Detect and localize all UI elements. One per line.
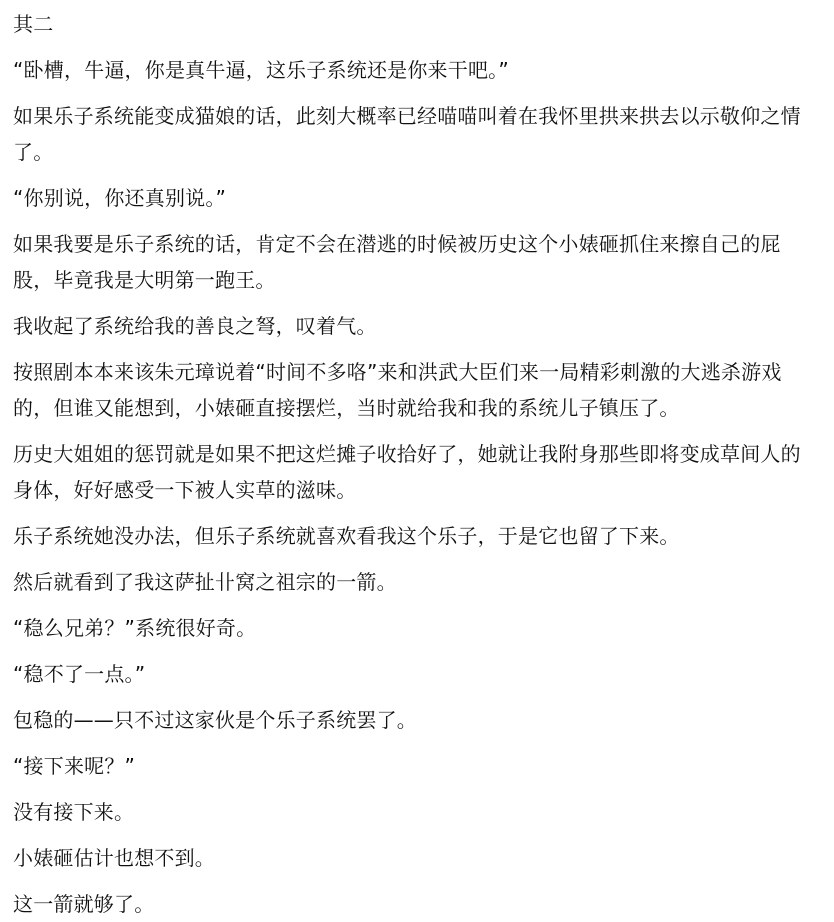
paragraph: 如果我要是乐子系统的话，肯定不会在潜逃的时候被历史这个小婊砸抓住来擦自己的屁股，毕竟我是大明第一跑王。	[13, 232, 781, 292]
paragraph: 小婊砸估计也想不到。	[13, 846, 215, 870]
paragraph: 没有接下来。	[13, 800, 135, 824]
paragraph: “接下来呢？”	[13, 754, 136, 778]
paragraph: 如果乐子系统能变成猫娘的话，此刻大概率已经喵喵叫着在我怀里拱来拱去以示敬仰之情了。	[13, 104, 801, 164]
document-title: 其二	[13, 12, 54, 36]
paragraph: 历史大姐姐的惩罚就是如果不把这烂摊子收拾好了，她就让我附身那些即将变成草间人的身体，好好感受一下被人实草的滋味。	[13, 442, 801, 502]
paragraph: 按照剧本本来该朱元璋说着“时间不多咯”来和洪武大臣们来一局精彩刺激的大逃杀游戏的，但谁又能想到，小婊砸直接摆烂，当时就给我和我的系统儿子镇压了。	[13, 360, 782, 420]
paragraph: “稳不了一点。”	[13, 662, 146, 686]
paragraph: “稳么兄弟？”系统很好奇。	[13, 616, 257, 640]
paragraph: “卧槽，牛逼，你是真牛逼，这乐子系统还是你来干吧。”	[13, 58, 509, 82]
paragraph: 这一箭就够了。	[13, 892, 155, 916]
paragraph: 乐子系统她没办法，但乐子系统就喜欢看我这个乐子，于是它也留了下来。	[13, 524, 680, 548]
paragraph: 然后就看到了我这萨扯卝窝之祖宗的一箭。	[13, 570, 397, 594]
paragraph: “你别说，你还真别说。”	[13, 186, 227, 210]
paragraph: 我收起了系统给我的善良之弩，叹着气。	[13, 314, 377, 338]
paragraph: 包稳的——只不过这家伙是个乐子系统罢了。	[13, 708, 417, 732]
